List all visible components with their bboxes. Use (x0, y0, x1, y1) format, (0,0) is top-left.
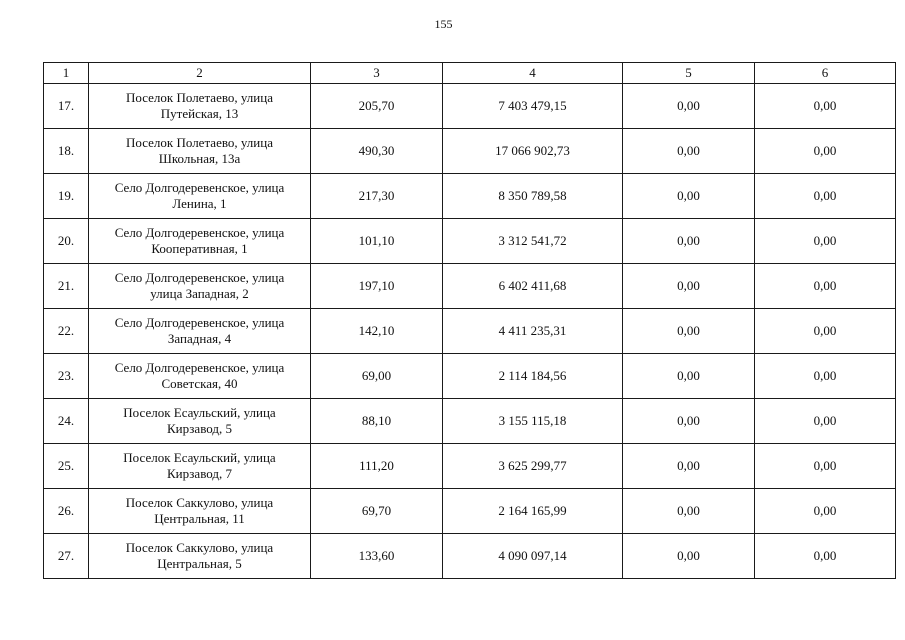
column-header-3: 3 (311, 63, 443, 84)
address-cell (89, 84, 311, 129)
column-6-cell: 0,00 (755, 354, 896, 399)
row-number-cell: 25. (44, 444, 89, 489)
address-line-1: Поселок Есаульский, улица (123, 405, 276, 420)
column-header-2: 2 (89, 63, 311, 84)
column-4-cell: 17 066 902,73 (443, 129, 623, 174)
table-row (44, 129, 896, 174)
address-cell (89, 309, 311, 354)
address-line-1: Село Долгодеревенское, улица (114, 180, 285, 195)
table-row (44, 219, 896, 264)
address-line-2: Кирзавод, 5 (167, 421, 232, 436)
table-row (44, 264, 896, 309)
column-5-cell: 0,00 (623, 354, 755, 399)
address-line-2: Кирзавод, 7 (167, 466, 232, 481)
address-line-1: Село Долгодеревенское, улица (114, 270, 285, 285)
table-row (44, 444, 896, 489)
column-3-cell: 142,10 (311, 309, 443, 354)
column-4-cell: 4 090 097,14 (443, 534, 623, 579)
column-6-cell: 0,00 (755, 534, 896, 579)
column-5-cell: 0,00 (623, 174, 755, 219)
column-6-cell: 0,00 (755, 399, 896, 444)
column-5-cell: 0,00 (623, 264, 755, 309)
column-6-cell: 0,00 (755, 489, 896, 534)
column-3-cell: 205,70 (311, 84, 443, 129)
table-row (44, 309, 896, 354)
address-line-2: улица Западная, 2 (150, 286, 249, 301)
column-5-cell: 0,00 (623, 489, 755, 534)
column-header-1: 1 (44, 63, 89, 84)
column-4-cell: 2 114 184,56 (443, 354, 623, 399)
table-row (44, 84, 896, 129)
table-row (44, 354, 896, 399)
column-4-cell: 6 402 411,68 (443, 264, 623, 309)
column-6-cell: 0,00 (755, 444, 896, 489)
address-cell (89, 399, 311, 444)
row-number-cell: 21. (44, 264, 89, 309)
table-body (44, 84, 896, 579)
column-3-cell: 88,10 (311, 399, 443, 444)
address-line-1: Село Долгодеревенское, улица (114, 225, 285, 240)
row-number-cell: 18. (44, 129, 89, 174)
column-4-cell: 3 155 115,18 (443, 399, 623, 444)
column-4-cell: 4 411 235,31 (443, 309, 623, 354)
row-number-cell: 19. (44, 174, 89, 219)
column-3-cell: 69,00 (311, 354, 443, 399)
column-5-cell: 0,00 (623, 534, 755, 579)
address-cell (89, 129, 311, 174)
row-number-cell: 24. (44, 399, 89, 444)
address-cell (89, 354, 311, 399)
column-6-cell: 0,00 (755, 309, 896, 354)
row-number-cell: 26. (44, 489, 89, 534)
column-3-cell: 101,10 (311, 219, 443, 264)
column-header-5: 5 (623, 63, 755, 84)
column-4-cell: 2 164 165,99 (443, 489, 623, 534)
column-6-cell: 0,00 (755, 264, 896, 309)
column-5-cell: 0,00 (623, 129, 755, 174)
column-3-cell: 69,70 (311, 489, 443, 534)
row-number-cell: 22. (44, 309, 89, 354)
address-cell (89, 444, 311, 489)
address-cell (89, 534, 311, 579)
row-number-cell: 27. (44, 534, 89, 579)
address-line-2: Центральная, 5 (157, 556, 242, 571)
column-6-cell: 0,00 (755, 174, 896, 219)
address-line-2: Центральная, 11 (154, 511, 245, 526)
column-3-cell: 111,20 (311, 444, 443, 489)
address-line-1: Поселок Полетаево, улица (126, 90, 273, 105)
address-line-1: Поселок Есаульский, улица (123, 450, 276, 465)
column-4-cell: 8 350 789,58 (443, 174, 623, 219)
column-3-cell: 133,60 (311, 534, 443, 579)
address-line-1: Поселок Саккулово, улица (125, 495, 274, 510)
column-5-cell: 0,00 (623, 399, 755, 444)
column-4-cell: 7 403 479,15 (443, 84, 623, 129)
column-6-cell: 0,00 (755, 219, 896, 264)
address-line-2: Кооперативная, 1 (151, 241, 248, 256)
page-number: 155 (434, 17, 453, 31)
column-header-4: 4 (443, 63, 623, 84)
column-3-cell: 197,10 (311, 264, 443, 309)
row-number-cell: 23. (44, 354, 89, 399)
table-row (44, 399, 896, 444)
header-row (44, 63, 896, 84)
column-5-cell: 0,00 (623, 444, 755, 489)
column-3-cell: 490,30 (311, 129, 443, 174)
address-line-2: Школьная, 13а (158, 151, 241, 166)
address-line-1: Село Долгодеревенское, улица (114, 360, 285, 375)
column-5-cell: 0,00 (623, 309, 755, 354)
column-4-cell: 3 625 299,77 (443, 444, 623, 489)
table-row (44, 534, 896, 579)
column-6-cell: 0,00 (755, 129, 896, 174)
address-cell (89, 489, 311, 534)
column-4-cell: 3 312 541,72 (443, 219, 623, 264)
column-5-cell: 0,00 (623, 219, 755, 264)
address-line-2: Западная, 4 (167, 331, 232, 346)
row-number-cell: 20. (44, 219, 89, 264)
address-line-1: Поселок Полетаево, улица (126, 135, 273, 150)
address-cell (89, 174, 311, 219)
column-3-cell: 217,30 (311, 174, 443, 219)
row-number-cell: 17. (44, 84, 89, 129)
table-row (44, 489, 896, 534)
column-5-cell: 0,00 (623, 84, 755, 129)
column-header-6: 6 (755, 63, 896, 84)
address-line-2: Ленина, 1 (172, 196, 227, 211)
address-cell (89, 219, 311, 264)
address-cell (89, 264, 311, 309)
column-6-cell: 0,00 (755, 84, 896, 129)
address-line-2: Советская, 40 (161, 376, 238, 391)
address-line-1: Поселок Саккулово, улица (125, 540, 274, 555)
address-line-2: Путейская, 13 (160, 106, 239, 121)
table-row (44, 174, 896, 219)
address-line-1: Село Долгодеревенское, улица (114, 315, 285, 330)
data-table (43, 62, 896, 579)
